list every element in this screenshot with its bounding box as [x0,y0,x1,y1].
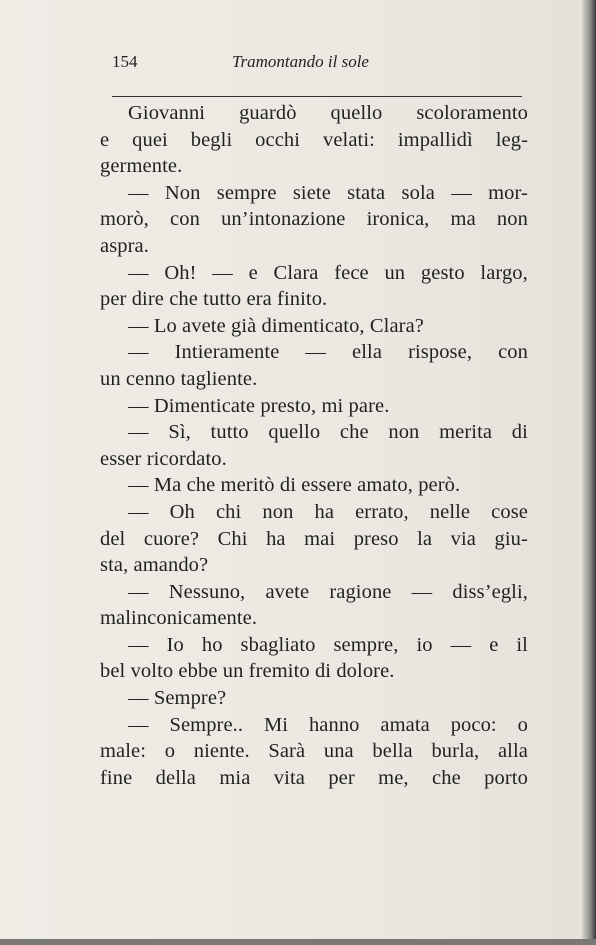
word: una [323,740,354,763]
word: per [328,766,355,789]
text-line [100,499,528,526]
text-line [100,419,528,446]
word: sempre, [333,633,399,656]
word: Oh! [164,261,197,284]
word: cuore? [143,527,200,550]
word: sbagliato [240,633,316,656]
word: velati: [323,128,375,151]
word: mor- [488,181,528,204]
text-line: aspra. [100,234,149,257]
text-line: esser ricordato. [100,447,227,470]
word: begli [190,128,233,151]
word: guardò [239,102,297,124]
text-line: sta, amando? [100,554,209,577]
word: hanno [308,713,360,736]
word: ha [314,500,335,523]
word: mai [304,527,336,550]
word: il [516,633,528,656]
word: — [128,341,149,364]
word: non [262,500,294,523]
word: occhi [255,128,301,151]
word: non [388,421,420,444]
word: male: [100,740,147,763]
text-line: malinconicamente. [100,607,258,630]
word: — [128,580,149,603]
word: avete [265,580,310,603]
word: Giovanni [128,102,206,124]
word: Nessuno, [168,580,246,603]
word: ho [201,633,223,656]
word: preso [353,527,399,550]
word: Chi [217,527,248,550]
text-line [100,765,528,792]
word: Sempre.. [169,713,244,736]
word: Oh [169,500,195,523]
word: — [451,181,472,204]
word: bella [372,740,413,763]
word: ha [266,527,286,550]
text-line [100,127,528,154]
text-line [100,712,528,739]
word: tutto [210,421,249,444]
word: amata [380,713,430,736]
header-rule [112,96,522,97]
word: del [100,527,126,550]
page-edge-shadow [582,0,596,945]
word: io [416,633,433,656]
word: — [128,181,149,204]
word: un [384,261,406,284]
word: Sì, [168,421,191,444]
text-line: — Dimenticate presto, mi pare. [128,394,390,417]
word: chi [215,500,242,523]
text-line: bel volto ebbe un fremito di dolore. [100,660,395,683]
word: — [128,500,149,523]
word: della [155,766,196,789]
word: ella [352,341,383,364]
word: quello [268,421,321,444]
word: errato, [355,500,409,523]
text-line [100,339,528,366]
word: — [128,633,149,656]
word: la [417,527,433,550]
word: me, [378,766,409,789]
word: mia [219,766,251,789]
word: alla [497,740,528,763]
word: largo, [480,261,528,284]
text-line: per dire che tutto era finito. [100,288,328,311]
text-line [100,100,528,127]
text-line [100,526,528,553]
word: burla, [431,740,480,763]
word: morò, [100,208,149,231]
word: niente. [193,740,250,763]
body-text [100,100,528,791]
word: gesto [420,261,465,284]
word: ragione [329,580,392,603]
word: un’intonazione [221,208,346,231]
word: Sarà [268,740,306,763]
word: stata [347,181,386,204]
word: leg- [495,128,528,151]
word: ma [450,208,476,231]
text-line [100,738,528,765]
word: con [170,208,200,231]
text-line [100,632,528,659]
word: — [450,633,472,656]
word: Clara [273,261,319,284]
word: sempre [216,181,277,204]
word: ironica, [366,208,430,231]
word: quello [330,102,383,124]
word: o [164,740,176,763]
word: impallidì [397,128,473,151]
text-line [100,206,528,233]
text-line [100,260,528,287]
text-line: — Ma che meritò di essere amato, però. [128,474,461,497]
word: via [450,527,476,550]
word: Non [164,181,201,204]
page-number: 154 [112,52,138,71]
word: — [411,580,433,603]
word: che [339,421,369,444]
word: cose [491,500,528,523]
word: che [432,766,461,789]
text-line [100,180,528,207]
word: porto [484,766,528,789]
word: vita [273,766,305,789]
word: Mi [263,713,289,736]
word: — [212,261,233,284]
text-line [100,579,528,606]
word: merita [439,421,493,444]
word: — [128,261,149,284]
word: — [305,341,327,364]
word: non [496,208,528,231]
running-title: Tramontando il sole [232,52,369,71]
word: o [517,713,528,736]
word: siete [292,181,331,204]
word: scoloramento [416,102,528,124]
word: e [489,633,499,656]
word: Intieramente [174,341,280,364]
text-line: — Lo avete già dimenticato, Clara? [128,314,424,337]
word: di [511,421,528,444]
page-bottom-edge [0,939,596,945]
word: quei [132,128,168,151]
word: — [128,421,149,444]
word: giu- [494,527,528,550]
word: poco: [450,713,497,736]
word: nelle [429,500,471,523]
word: — [128,713,149,736]
page-header [112,52,522,82]
word: fece [334,261,369,284]
word: e [248,261,258,284]
word: con [498,341,528,364]
text-line: — Sempre? [128,687,227,710]
word: e [100,128,110,151]
word: fine [100,766,133,789]
word: rispose, [408,341,473,364]
word: diss’egli, [452,580,528,603]
text-line: un cenno tagliente. [100,367,258,390]
word: sola [401,181,435,204]
text-line: germente. [100,155,183,178]
word: Io [166,633,184,656]
